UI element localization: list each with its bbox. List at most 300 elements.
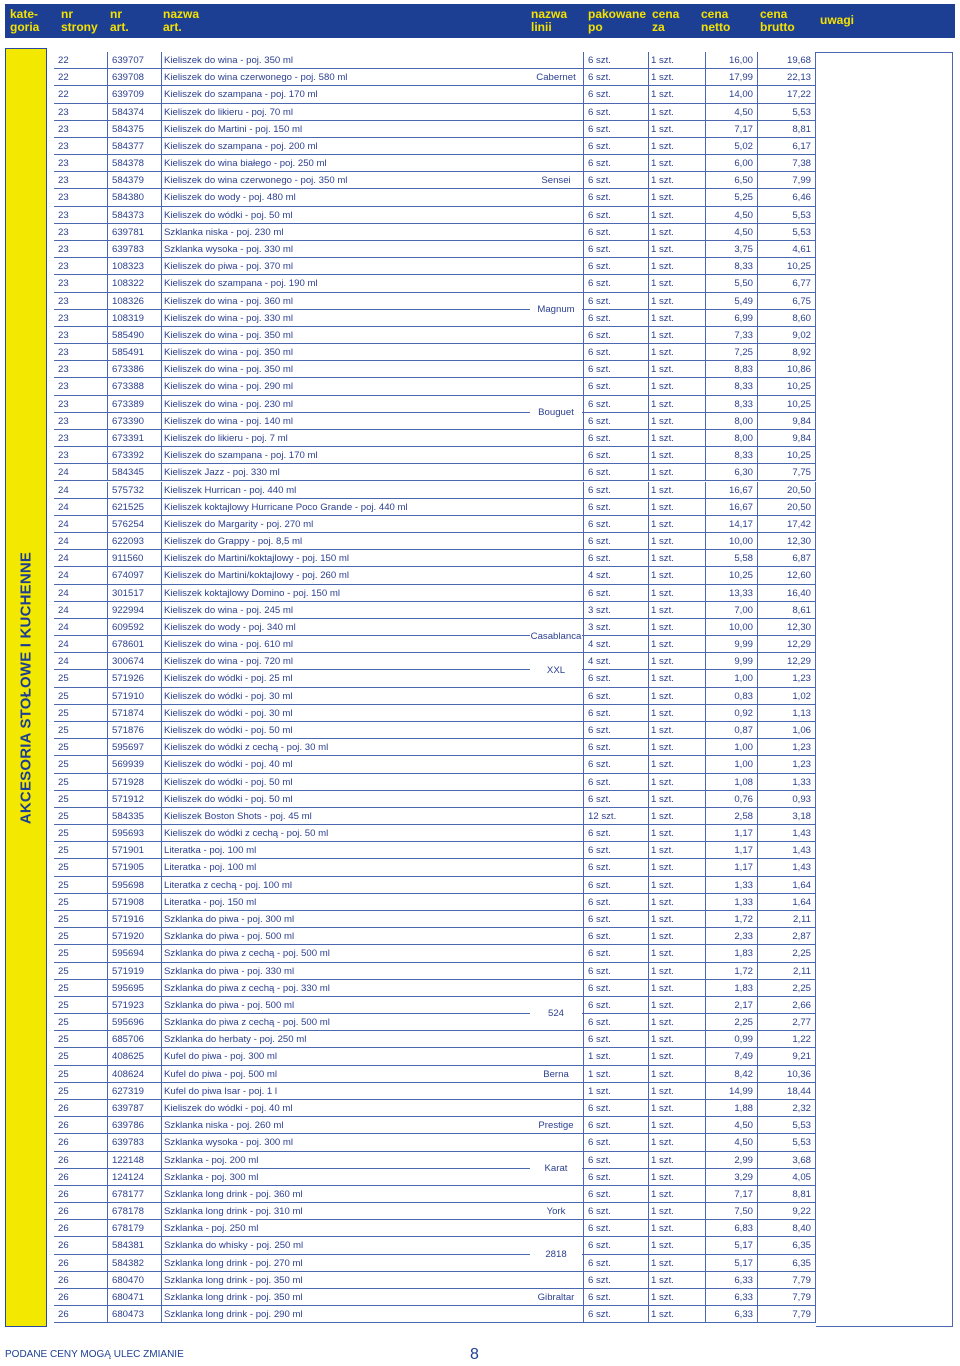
cell-nr-strony: 26	[54, 1237, 108, 1253]
cell-cena-za: 1 szt.	[649, 774, 706, 790]
cell-nr-art: 585490	[108, 327, 162, 343]
cell-cena-brutto: 5,53	[758, 104, 816, 120]
cell-cena-netto: 0,83	[706, 688, 758, 704]
table-header	[5, 4, 955, 38]
cell-pakowane-po: 6 szt.	[584, 739, 649, 755]
cell-cena-za: 1 szt.	[649, 207, 706, 223]
header-cena-netto: cena netto	[701, 7, 731, 34]
cell-pakowane-po: 1 szt.	[584, 1048, 649, 1064]
cell-cena-netto: 7,17	[706, 121, 758, 137]
cell-pakowane-po: 6 szt.	[584, 1152, 649, 1168]
cell-cena-brutto: 9,84	[758, 430, 816, 446]
table-row	[54, 499, 816, 516]
cell-nr-strony: 26	[54, 1255, 108, 1271]
cell-pakowane-po: 6 szt.	[584, 52, 649, 68]
cell-pakowane-po: 6 szt.	[584, 670, 649, 686]
cell-nr-strony: 25	[54, 928, 108, 944]
cell-nazwa-art: Kieliszek koktajlowy Domino - poj. 150 ml	[162, 585, 584, 601]
header-nr-strony: nr strony	[61, 7, 98, 34]
cell-nr-art: 571908	[108, 894, 162, 910]
table-row	[54, 327, 816, 344]
cell-nr-strony: 23	[54, 224, 108, 240]
cell-cena-netto: 6,99	[706, 310, 758, 326]
cell-nr-strony: 24	[54, 619, 108, 635]
cell-nazwa-art: Kieliszek do Grappy - poj. 8,5 ml	[162, 533, 584, 549]
cell-cena-netto: 6,33	[706, 1272, 758, 1288]
cell-cena-netto: 14,99	[706, 1083, 758, 1099]
table-row	[54, 241, 816, 258]
cell-cena-netto: 13,33	[706, 585, 758, 601]
cell-nr-strony: 25	[54, 980, 108, 996]
cell-cena-brutto: 10,36	[758, 1066, 816, 1082]
cell-nr-art: 639708	[108, 69, 162, 85]
cell-cena-za: 1 szt.	[649, 69, 706, 85]
cell-cena-brutto: 1,23	[758, 756, 816, 772]
cell-cena-za: 1 szt.	[649, 980, 706, 996]
cell-cena-brutto: 5,53	[758, 1117, 816, 1133]
cell-cena-netto: 6,33	[706, 1306, 758, 1322]
table-row	[54, 585, 816, 602]
cell-nr-art: 584379	[108, 172, 162, 188]
cell-cena-netto: 5,49	[706, 293, 758, 309]
cell-nr-art: 673388	[108, 378, 162, 394]
cell-cena-za: 1 szt.	[649, 1014, 706, 1030]
cell-nr-art: 639781	[108, 224, 162, 240]
cell-nr-art: 108326	[108, 293, 162, 309]
table-row	[54, 275, 816, 292]
cell-cena-brutto: 1,22	[758, 1031, 816, 1047]
cell-nr-art: 673392	[108, 447, 162, 463]
table-row	[54, 155, 816, 172]
cell-nr-strony: 25	[54, 859, 108, 875]
cell-cena-brutto: 18,44	[758, 1083, 816, 1099]
cell-pakowane-po: 6 szt.	[584, 842, 649, 858]
cell-pakowane-po: 6 szt.	[584, 688, 649, 704]
cell-nr-art: 584382	[108, 1255, 162, 1271]
cell-pakowane-po: 3 szt.	[584, 619, 649, 635]
cell-pakowane-po: 6 szt.	[584, 86, 649, 102]
cell-pakowane-po: 6 szt.	[584, 911, 649, 927]
cell-cena-za: 1 szt.	[649, 1134, 706, 1150]
cell-pakowane-po: 6 szt.	[584, 378, 649, 394]
cell-nr-art: 408624	[108, 1066, 162, 1082]
cell-cena-brutto: 1,43	[758, 842, 816, 858]
table-row	[54, 1220, 816, 1237]
cell-pakowane-po: 12 szt.	[584, 808, 649, 824]
cell-cena-za: 1 szt.	[649, 293, 706, 309]
cell-cena-netto: 6,30	[706, 464, 758, 480]
cell-nr-strony: 24	[54, 482, 108, 498]
cell-cena-netto: 5,17	[706, 1237, 758, 1253]
cell-nr-strony: 25	[54, 877, 108, 893]
cell-pakowane-po: 6 szt.	[584, 997, 649, 1013]
table-row	[54, 653, 816, 670]
cell-nazwa-art: Kieliszek do likieru - poj. 70 ml	[162, 104, 584, 120]
cell-cena-za: 1 szt.	[649, 997, 706, 1013]
cell-cena-brutto: 12,30	[758, 533, 816, 549]
header-nr-art: nr art.	[110, 7, 129, 34]
cell-pakowane-po: 1 szt.	[584, 1066, 649, 1082]
cell-nr-art: 685706	[108, 1031, 162, 1047]
cell-nazwa-art: Kieliszek do szampana - poj. 200 ml	[162, 138, 584, 154]
cell-nr-art: 585491	[108, 344, 162, 360]
cell-cena-netto: 8,33	[706, 258, 758, 274]
cell-cena-brutto: 10,25	[758, 447, 816, 463]
cell-cena-za: 1 szt.	[649, 1306, 706, 1322]
cell-pakowane-po: 6 szt.	[584, 945, 649, 961]
cell-cena-za: 1 szt.	[649, 877, 706, 893]
cell-cena-brutto: 10,25	[758, 396, 816, 412]
cell-cena-brutto: 22,13	[758, 69, 816, 85]
cell-nr-strony: 23	[54, 241, 108, 257]
cell-cena-brutto: 19,68	[758, 52, 816, 68]
cell-cena-netto: 2,25	[706, 1014, 758, 1030]
cell-nr-strony: 24	[54, 533, 108, 549]
cell-pakowane-po: 6 szt.	[584, 722, 649, 738]
cell-nazwa-art: Kieliszek do wódki - poj. 50 ml	[162, 207, 584, 223]
table-row	[54, 1203, 816, 1220]
cell-nazwa-art: Szklanka do piwa z cechą - poj. 330 ml	[162, 980, 584, 996]
cell-nazwa-art: Kieliszek Boston Shots - poj. 45 ml	[162, 808, 584, 824]
cell-cena-brutto: 7,79	[758, 1289, 816, 1305]
table-row	[54, 121, 816, 138]
cell-nr-strony: 24	[54, 499, 108, 515]
table-row	[54, 207, 816, 224]
cell-nazwa-art: Szklanka niska - poj. 260 ml	[162, 1117, 584, 1133]
line-name: Karat	[530, 1163, 582, 1174]
cell-nazwa-art: Kieliszek do wódki - poj. 50 ml	[162, 791, 584, 807]
cell-pakowane-po: 6 szt.	[584, 464, 649, 480]
cell-nr-art: 584373	[108, 207, 162, 223]
cell-cena-za: 1 szt.	[649, 172, 706, 188]
table-row	[54, 1100, 816, 1117]
cell-nr-art: 639709	[108, 86, 162, 102]
cell-nazwa-art: Kieliszek do wódki z cechą - poj. 30 ml	[162, 739, 584, 755]
cell-cena-za: 1 szt.	[649, 894, 706, 910]
line-name: Magnum	[530, 304, 582, 315]
cell-nr-strony: 25	[54, 825, 108, 841]
cell-cena-za: 1 szt.	[649, 963, 706, 979]
table-row	[54, 430, 816, 447]
cell-nazwa-art: Kieliszek do wina czerwonego - poj. 580 ml	[162, 69, 584, 85]
cell-cena-za: 1 szt.	[649, 275, 706, 291]
cell-nr-art: 584377	[108, 138, 162, 154]
cell-nazwa-art: Szklanka do piwa - poj. 500 ml	[162, 997, 584, 1013]
cell-nazwa-art: Kieliszek do Martini/koktajlowy - poj. 260 ml	[162, 567, 584, 583]
table-row	[54, 619, 816, 636]
cell-nr-art: 678601	[108, 636, 162, 652]
cell-nr-strony: 22	[54, 52, 108, 68]
cell-nazwa-art: Kieliszek do wina - poj. 290 ml	[162, 378, 584, 394]
cell-nr-art: 584381	[108, 1237, 162, 1253]
cell-cena-netto: 2,58	[706, 808, 758, 824]
table-row	[54, 1272, 816, 1289]
cell-cena-brutto: 20,50	[758, 482, 816, 498]
cell-cena-brutto: 1,13	[758, 705, 816, 721]
table-row	[54, 636, 816, 653]
cell-nazwa-art: Kieliszek Jazz - poj. 330 ml	[162, 464, 584, 480]
cell-cena-za: 1 szt.	[649, 808, 706, 824]
cell-pakowane-po: 6 szt.	[584, 224, 649, 240]
cell-nr-strony: 25	[54, 963, 108, 979]
table-row	[54, 86, 816, 103]
cell-cena-za: 1 szt.	[649, 516, 706, 532]
cell-cena-brutto: 8,92	[758, 344, 816, 360]
cell-cena-za: 1 szt.	[649, 791, 706, 807]
cell-pakowane-po: 6 szt.	[584, 980, 649, 996]
cell-nr-art: 639707	[108, 52, 162, 68]
cell-nr-art: 569939	[108, 756, 162, 772]
cell-nr-art: 627319	[108, 1083, 162, 1099]
cell-pakowane-po: 6 szt.	[584, 774, 649, 790]
cell-cena-za: 1 szt.	[649, 739, 706, 755]
cell-nazwa-art: Szklanka - poj. 200 ml	[162, 1152, 584, 1168]
cell-cena-netto: 1,33	[706, 894, 758, 910]
cell-cena-netto: 2,17	[706, 997, 758, 1013]
cell-nr-strony: 23	[54, 155, 108, 171]
cell-cena-netto: 3,29	[706, 1169, 758, 1185]
cell-nr-art: 680471	[108, 1289, 162, 1305]
cell-nazwa-art: Kieliszek do wina czerwonego - poj. 350 ml	[162, 172, 584, 188]
cell-cena-netto: 7,50	[706, 1203, 758, 1219]
cell-nazwa-art: Literatka - poj. 100 ml	[162, 859, 584, 875]
cell-nr-art: 673391	[108, 430, 162, 446]
cell-nr-strony: 23	[54, 172, 108, 188]
cell-cena-netto: 1,17	[706, 859, 758, 875]
cell-nr-art: 595696	[108, 1014, 162, 1030]
cell-nr-art: 584378	[108, 155, 162, 171]
cell-cena-brutto: 7,75	[758, 464, 816, 480]
cell-pakowane-po: 6 szt.	[584, 121, 649, 137]
cell-cena-za: 1 szt.	[649, 396, 706, 412]
cell-cena-za: 1 szt.	[649, 859, 706, 875]
cell-nr-strony: 26	[54, 1169, 108, 1185]
cell-pakowane-po: 6 szt.	[584, 310, 649, 326]
cell-nr-art: 584375	[108, 121, 162, 137]
table-row	[54, 189, 816, 206]
cell-pakowane-po: 6 szt.	[584, 138, 649, 154]
cell-cena-brutto: 8,40	[758, 1220, 816, 1236]
cell-nr-art: 584335	[108, 808, 162, 824]
cell-nazwa-art: Kieliszek do wina - poj. 350 ml	[162, 52, 584, 68]
cell-cena-brutto: 12,30	[758, 619, 816, 635]
cell-cena-za: 1 szt.	[649, 361, 706, 377]
cell-cena-netto: 1,33	[706, 877, 758, 893]
cell-nr-art: 576254	[108, 516, 162, 532]
cell-cena-netto: 7,25	[706, 344, 758, 360]
cell-nazwa-art: Szklanka long drink - poj. 350 ml	[162, 1289, 584, 1305]
cell-cena-brutto: 8,81	[758, 1186, 816, 1202]
cell-cena-netto: 5,25	[706, 189, 758, 205]
cell-pakowane-po: 6 szt.	[584, 172, 649, 188]
cell-cena-za: 1 szt.	[649, 155, 706, 171]
cell-cena-netto: 8,42	[706, 1066, 758, 1082]
cell-cena-brutto: 2,11	[758, 911, 816, 927]
cell-pakowane-po: 6 szt.	[584, 189, 649, 205]
cell-cena-brutto: 5,53	[758, 207, 816, 223]
cell-cena-netto: 8,83	[706, 361, 758, 377]
table-row	[54, 1117, 816, 1134]
cell-pakowane-po: 6 szt.	[584, 104, 649, 120]
cell-pakowane-po: 6 szt.	[584, 1255, 649, 1271]
cell-nr-art: 622093	[108, 533, 162, 549]
cell-nr-strony: 25	[54, 1031, 108, 1047]
cell-cena-netto: 5,58	[706, 550, 758, 566]
cell-cena-brutto: 2,25	[758, 980, 816, 996]
cell-nr-art: 575732	[108, 482, 162, 498]
table-row	[54, 224, 816, 241]
cell-pakowane-po: 6 szt.	[584, 69, 649, 85]
table-row	[54, 774, 816, 791]
cell-nr-strony: 24	[54, 585, 108, 601]
cell-nr-art: 571901	[108, 842, 162, 858]
cell-cena-netto: 7,49	[706, 1048, 758, 1064]
cell-nr-strony: 25	[54, 911, 108, 927]
table-row	[54, 859, 816, 876]
line-name: 524	[530, 1008, 582, 1019]
cell-cena-brutto: 5,53	[758, 1134, 816, 1150]
cell-nazwa-art: Kieliszek do wody - poj. 480 ml	[162, 189, 584, 205]
cell-cena-netto: 1,88	[706, 1100, 758, 1116]
cell-nazwa-art: Kieliszek do wódki - poj. 40 ml	[162, 1100, 584, 1116]
table-row	[54, 705, 816, 722]
cell-nazwa-art: Kieliszek do Margarity - poj. 270 ml	[162, 516, 584, 532]
cell-cena-brutto: 10,86	[758, 361, 816, 377]
cell-nazwa-art: Kufel do piwa - poj. 500 ml	[162, 1066, 584, 1082]
cell-nazwa-art: Kieliszek do wina - poj. 230 ml	[162, 396, 584, 412]
cell-nr-strony: 23	[54, 293, 108, 309]
cell-nr-art: 673389	[108, 396, 162, 412]
cell-nr-art: 571876	[108, 722, 162, 738]
cell-pakowane-po: 1 szt.	[584, 1083, 649, 1099]
price-change-note: PODANE CENY MOGĄ ULEC ZMIANIE	[5, 1349, 184, 1360]
cell-nr-strony: 22	[54, 69, 108, 85]
cell-cena-brutto: 6,77	[758, 275, 816, 291]
table-row	[54, 877, 816, 894]
cell-cena-za: 1 szt.	[649, 945, 706, 961]
cell-pakowane-po: 6 szt.	[584, 791, 649, 807]
cell-nazwa-art: Szklanka long drink - poj. 350 ml	[162, 1272, 584, 1288]
cell-nazwa-art: Szklanka do piwa z cechą - poj. 500 ml	[162, 945, 584, 961]
cell-cena-netto: 0,87	[706, 722, 758, 738]
cell-cena-za: 1 szt.	[649, 1186, 706, 1202]
cell-cena-za: 1 szt.	[649, 670, 706, 686]
cell-nr-strony: 25	[54, 756, 108, 772]
cell-nr-art: 124124	[108, 1169, 162, 1185]
cell-nr-strony: 23	[54, 121, 108, 137]
cell-cena-za: 1 szt.	[649, 705, 706, 721]
cell-nr-strony: 25	[54, 1083, 108, 1099]
cell-nazwa-art: Szklanka long drink - poj. 270 ml	[162, 1255, 584, 1271]
header-nazwa-art: nazwa art.	[163, 7, 200, 34]
cell-cena-netto: 16,67	[706, 499, 758, 515]
cell-pakowane-po: 6 szt.	[584, 155, 649, 171]
cell-nr-art: 584345	[108, 464, 162, 480]
cell-cena-netto: 8,00	[706, 430, 758, 446]
cell-cena-brutto: 1,23	[758, 670, 816, 686]
table-row	[54, 1014, 816, 1031]
cell-cena-brutto: 4,05	[758, 1169, 816, 1185]
cell-nr-strony: 26	[54, 1203, 108, 1219]
table-row	[54, 1152, 816, 1169]
cell-cena-brutto: 17,22	[758, 86, 816, 102]
cell-cena-za: 1 szt.	[649, 138, 706, 154]
table-row	[54, 1169, 816, 1186]
table-row	[54, 138, 816, 155]
cell-pakowane-po: 6 szt.	[584, 1203, 649, 1219]
price-table	[54, 52, 816, 1327]
cell-cena-netto: 9,99	[706, 653, 758, 669]
cell-nr-art: 301517	[108, 585, 162, 601]
cell-cena-netto: 1,83	[706, 980, 758, 996]
table-row	[54, 842, 816, 859]
cell-cena-za: 1 szt.	[649, 1083, 706, 1099]
cell-nr-strony: 25	[54, 1048, 108, 1064]
cell-nr-art: 571919	[108, 963, 162, 979]
cell-cena-netto: 14,17	[706, 516, 758, 532]
cell-nr-strony: 23	[54, 189, 108, 205]
table-row	[54, 1306, 816, 1323]
cell-nazwa-art: Kieliszek do wina białego - poj. 250 ml	[162, 155, 584, 171]
cell-pakowane-po: 4 szt.	[584, 653, 649, 669]
table-row	[54, 980, 816, 997]
cell-cena-brutto: 2,66	[758, 997, 816, 1013]
cell-nr-art: 595697	[108, 739, 162, 755]
cell-cena-netto: 1,72	[706, 911, 758, 927]
table-row	[54, 670, 816, 687]
cell-nazwa-art: Kieliszek do szampana - poj. 190 ml	[162, 275, 584, 291]
cell-nr-art: 584380	[108, 189, 162, 205]
table-row	[54, 361, 816, 378]
cell-cena-netto: 1,17	[706, 825, 758, 841]
cell-cena-za: 1 szt.	[649, 378, 706, 394]
cell-pakowane-po: 6 szt.	[584, 430, 649, 446]
cell-cena-za: 1 szt.	[649, 1289, 706, 1305]
cell-cena-netto: 5,50	[706, 275, 758, 291]
cell-pakowane-po: 6 szt.	[584, 859, 649, 875]
line-name: Sensei	[530, 175, 582, 186]
cell-nr-strony: 26	[54, 1134, 108, 1150]
table-row	[54, 69, 816, 86]
cell-nazwa-art: Szklanka do piwa - poj. 330 ml	[162, 963, 584, 979]
cell-nr-strony: 26	[54, 1220, 108, 1236]
cell-pakowane-po: 6 szt.	[584, 825, 649, 841]
header-nazwa-linii: nazwa linii	[531, 7, 568, 34]
table-row	[54, 413, 816, 430]
cell-nr-art: 621525	[108, 499, 162, 515]
cell-pakowane-po: 3 szt.	[584, 602, 649, 618]
table-row	[54, 344, 816, 361]
cell-cena-netto: 2,33	[706, 928, 758, 944]
table-row	[54, 756, 816, 773]
cell-cena-za: 1 szt.	[649, 464, 706, 480]
cell-nr-strony: 23	[54, 138, 108, 154]
cell-nr-art: 595695	[108, 980, 162, 996]
cell-nr-strony: 23	[54, 430, 108, 446]
cell-nr-art: 571916	[108, 911, 162, 927]
cell-cena-za: 1 szt.	[649, 86, 706, 102]
cell-nr-strony: 23	[54, 327, 108, 343]
table-row	[54, 258, 816, 275]
line-name: Bouguet	[530, 407, 582, 418]
cell-cena-za: 1 szt.	[649, 1048, 706, 1064]
cell-nazwa-art: Szklanka long drink - poj. 290 ml	[162, 1306, 584, 1322]
table-row	[54, 945, 816, 962]
cell-nr-art: 108319	[108, 310, 162, 326]
cell-nr-strony: 25	[54, 774, 108, 790]
cell-pakowane-po: 6 szt.	[584, 1134, 649, 1150]
line-name: York	[530, 1206, 582, 1217]
